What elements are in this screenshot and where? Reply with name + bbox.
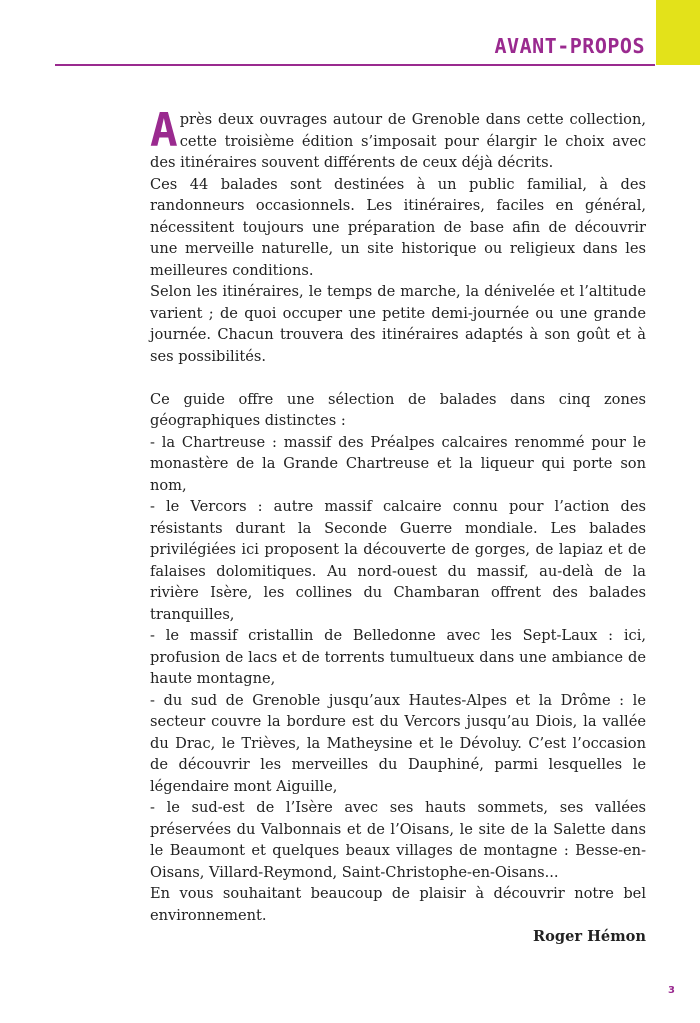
zone-item-belledonne: - le massif cristallin de Belledonne avec les Sept-Laux : ici, profusion de lacs et de torrents tumultueux dans une ambiance de haute montagne, bbox=[150, 627, 646, 687]
main-text bbox=[150, 103, 646, 948]
intro-paragraph-1-text: près deux ouvrages autour de Grenoble dans cette collection, cette troisième édition s’imposait pour élargir le choix avec des itinéraires souvent différents de ceux déjà décrits. bbox=[150, 111, 646, 171]
zone-item-sud-grenoble: - du sud de Grenoble jusqu’aux Hautes-Alpes et la Drôme : le secteur couvre la bordure est du Vercors jusqu’au Diois, la vallée du Drac, le Trièves, la Matheysine et le Dévoluy. C’est l’occasion de découvrir les merveilles du Dauphiné, parmi lesquelles le légendaire mont Aiguille, bbox=[150, 691, 646, 795]
intro-paragraph-1 bbox=[150, 103, 646, 174]
intro-paragraph-2: Ces 44 balades sont destinées à un public familial, à des randonneurs occasionnels. Les itinéraires, faciles en général, nécessitent toujours une préparation de base afin de découvrir une merveille naturelle, un site historique ou religieux dans les meilleures conditions. bbox=[150, 175, 646, 279]
zone-item-sud-est-isere: - le sud-est de l’Isère avec ses hauts sommets, ses vallées préservées du Valbonnais et de l’Oisans, le site de la Salette dans le Beaumont et quelques beaux villages de montagne : Besse-en-Oisans, Villard-Reymond, Saint-Christophe-en-Oisans... bbox=[150, 799, 646, 881]
page-number: 3 bbox=[668, 985, 675, 996]
author-signature: Roger Hémon bbox=[533, 928, 646, 945]
intro-paragraph-3: Selon les itinéraires, le temps de marche, la dénivelée et l’altitude varient ; de quoi occuper une petite demi-journée ou une grande journée. Chacun trouvera des itinéraires adaptés à son goût et à ses possibilités. bbox=[150, 283, 646, 365]
drop-cap: A bbox=[150, 103, 178, 157]
paragraph-gap bbox=[150, 367, 646, 389]
section-title: AVANT-PROPOS bbox=[494, 34, 645, 58]
zone-item-chartreuse: - la Chartreuse : massif des Préalpes calcaires renommé pour le monastère de la Grande Chartreuse et la liqueur qui porte son nom, bbox=[150, 433, 646, 494]
header-rule bbox=[55, 64, 655, 66]
zone-item-vercors: - le Vercors : autre massif calcaire connu pour l’action des résistants durant la Seconde Guerre mondiale. Les balades privilégiées ici proposent la découverte de gorges, de lapiaz et de falaises dolomitiques. Au nord-ouest du massif, au-delà de la rivière Isère, les collines du Chambaran offrent des balades tranquilles, bbox=[150, 498, 646, 623]
zones-intro: Ce guide offre une sélection de balades dans cinq zones géographiques distinctes : bbox=[150, 390, 646, 429]
closing-paragraph: En vous souhaitant beaucoup de plaisir à découvrir notre bel environnement. bbox=[150, 885, 646, 924]
corner-color-tab bbox=[656, 0, 700, 65]
